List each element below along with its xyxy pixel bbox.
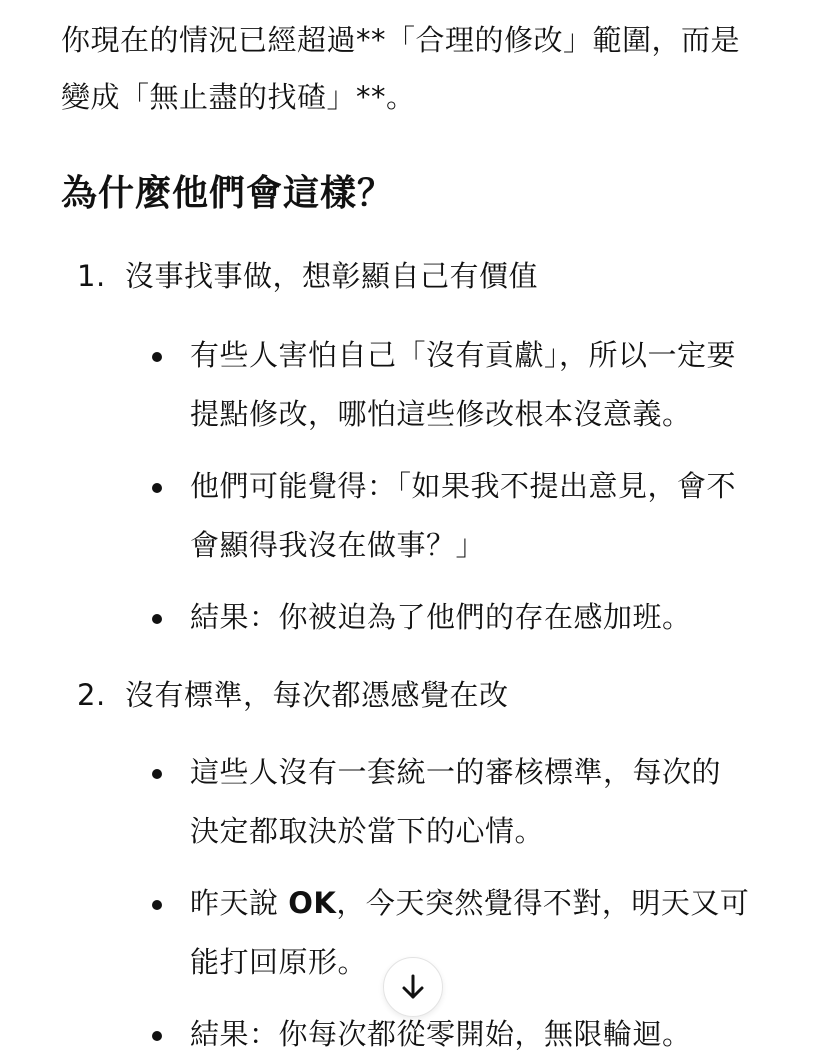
bullet-item: 昨天說 OK，今天突然覺得不對，明天又可 能打回原形。 [61, 874, 771, 992]
bullet-dot-icon [152, 900, 162, 910]
bullet-dot-icon [152, 614, 162, 624]
chat-message-content [61, 0, 771, 1064]
bullet-item: 他們可能覺得：「如果我不提出意見，會不 會顯得我沒在做事？」 [61, 457, 771, 575]
bullet-list-1 [61, 326, 771, 647]
scroll-to-bottom-button[interactable] [383, 957, 443, 1017]
bullet-item: 結果：你被迫為了他們的存在感加班。 [61, 588, 771, 647]
intro-paragraph [61, 12, 771, 126]
numbered-item-1 [61, 250, 771, 302]
numbered-item-title: 沒有標準，每次都憑感覺在改 [125, 678, 509, 712]
numbered-item-title: 沒事找事做，想彰顯自己有價值 [125, 259, 539, 293]
bullet-item: 這些人沒有一套統一的審核標準，每次的 決定都取決於當下的心情。 [61, 743, 771, 861]
list-number: 1. [77, 259, 106, 293]
list-number: 2. [77, 678, 106, 712]
section-heading: 為什麼他們會這樣？ [61, 173, 395, 214]
bullet-dot-icon [152, 1031, 162, 1041]
bullet-dot-icon [152, 352, 162, 362]
bullet-dot-icon [152, 483, 162, 493]
bullet-item: 有些人害怕自己「沒有貢獻」，所以一定要 提點修改，哪怕這些修改根本沒意義。 [61, 326, 771, 444]
intro-line-1: 你現在的情況已經超過**「合理的修改」範圍，而是 [61, 23, 741, 57]
intro-line-2: 變成「無止盡的找碴」**。 [61, 80, 416, 114]
bold-ok: OK [288, 886, 337, 920]
numbered-item-2 [61, 669, 771, 721]
bullet-dot-icon [152, 769, 162, 779]
bullet-item: 結果：你每次都從零開始，無限輪迴。 [61, 1005, 771, 1064]
arrow-down-icon [398, 972, 428, 1002]
